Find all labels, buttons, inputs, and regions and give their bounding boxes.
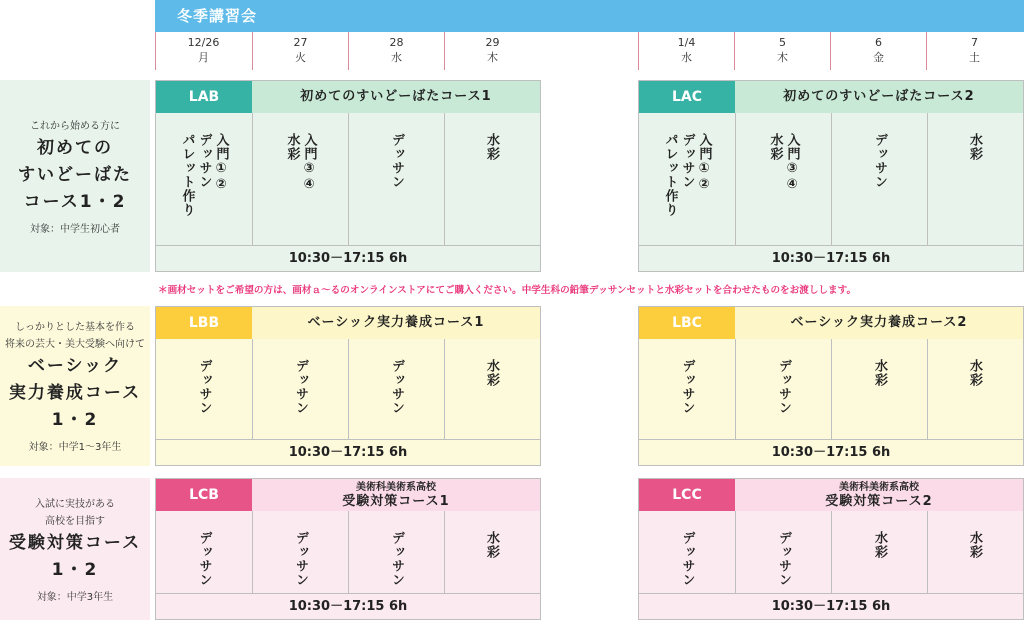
session-content: デッサン [872,133,887,189]
session-content: デッサン [776,531,791,587]
course-block [155,80,541,272]
course-target: 対象：中学3年生 [36,591,114,603]
weekday-label: 木 [777,51,788,64]
date-label: 27 [293,36,308,49]
date-label: 6 [875,36,882,49]
weekday-label: 水 [681,51,692,64]
course-subtitle: 高校を目指す [45,515,105,527]
time-label: 10:30－17:15 6h [156,245,540,271]
course-description [0,80,150,272]
session-content: デッサン [389,359,404,415]
course-block [155,306,541,466]
course-description [0,478,150,620]
session-content: デッサン [679,531,695,587]
session-content: デッサン [196,359,212,415]
session-content: デッサン [776,359,791,415]
course-block [638,478,1024,620]
session-cell [348,339,444,439]
course-code-badge: LCC [639,479,735,511]
weekday-label: 月 [198,51,209,64]
course-code-badge: LAB [156,81,252,113]
note-text: ＊画材セットをご希望の方は、画材ａ～るのオンラインストアにてご購入ください。中学生科の鉛筆デッサンセットと水彩セットを合わせたものをお渡しします。 [158,285,857,296]
course-title: 1・2 [51,559,99,580]
course-description [0,306,150,466]
session-cell [639,511,735,593]
session-cell [639,113,735,245]
time-label: 10:30－17:15 6h [156,439,540,465]
session-cell [831,339,927,439]
weekday-label: 水 [391,51,402,64]
banner: 冬季講習会 [155,0,1024,32]
session-content: 入門③④ 水彩 [284,133,317,193]
date-label: 12/26 [187,36,220,49]
session-content: 入門①② デッサン パレット作り [662,133,712,217]
date-label: 5 [779,36,786,49]
course-code-badge: LAC [639,81,735,113]
date-column [734,32,830,70]
session-cell [927,339,1021,439]
session-cell [252,339,348,439]
course-code-badge: LCB [156,479,252,511]
time-label: 10:30－17:15 6h [639,245,1023,271]
session-cell [444,113,538,245]
course-block [638,80,1024,272]
session-content: 水彩 [484,133,499,161]
session-cell [831,113,927,245]
date-column [155,32,251,70]
date-label: 7 [971,36,978,49]
session-cell [348,511,444,593]
course-code-badge: LBB [156,307,252,339]
course-subtitle: しっかりとした基本を作る [15,322,135,333]
date-column [252,32,348,70]
session-cell [927,113,1021,245]
session-content: デッサン [389,133,404,189]
session-cell [639,339,735,439]
session-content: 入門③④ 水彩 [767,133,800,193]
course-code-badge: LBC [639,307,735,339]
session-content: 水彩 [484,531,499,559]
session-content: デッサン [196,531,212,587]
course-name-text: 受験対策コース1 [342,494,450,509]
date-column [926,32,1022,70]
session-cell [156,113,252,245]
session-content: デッサン [389,531,404,587]
date-label: 28 [389,36,404,49]
course-name-text: ベーシック実力養成コース1 [307,315,485,330]
course-name [735,479,1023,511]
session-content: 水彩 [967,359,982,387]
course-name-text: 初めてのすいどーばたコース1 [300,89,492,104]
course-block [155,478,541,620]
session-cell [156,339,252,439]
course-title: ベーシック [27,356,123,376]
date-label: 1/4 [677,36,696,49]
course-subtitle: 入試に実技がある [35,498,115,510]
session-cell [444,511,538,593]
course-name [735,81,1023,113]
course-name [252,479,540,511]
weekday-label: 火 [295,51,306,64]
session-content: デッサン [293,359,308,415]
course-title: すいどーばた [18,164,132,185]
session-content: 入門①② デッサン パレット作り [179,133,229,217]
course-block [638,306,1024,466]
session-cell [252,511,348,593]
session-cell [735,339,831,439]
session-content: デッサン [293,531,308,587]
session-content: デッサン [679,359,695,415]
course-name [252,307,540,339]
course-title: 実力養成コース [8,383,142,403]
date-column [830,32,926,70]
time-label: 10:30－17:15 6h [639,439,1023,465]
course-name-note: 美術科美術系高校 [839,482,919,493]
course-name-note: 美術科美術系高校 [356,482,436,493]
course-name-text: ベーシック実力養成コース2 [790,315,968,330]
course-name [735,307,1023,339]
session-cell [348,113,444,245]
date-label: 29 [485,36,500,49]
course-name [252,81,540,113]
session-cell [831,511,927,593]
session-content: 水彩 [872,531,887,559]
session-cell [156,511,252,593]
session-content: 水彩 [872,359,887,387]
course-title: 初めての [37,137,113,158]
session-cell [444,339,538,439]
date-column [638,32,734,70]
weekday-label: 金 [873,51,884,64]
course-subtitle: これから始める方に [30,120,120,132]
date-column [444,32,540,70]
session-cell [252,113,348,245]
weekday-label: 木 [487,51,498,64]
course-name-text: 受験対策コース2 [825,494,933,509]
course-target: 対象：中学生初心者 [30,223,120,235]
session-content: 水彩 [967,531,982,559]
course-target: 対象：中学1～3年生 [28,442,122,453]
time-label: 10:30－17:15 6h [156,593,540,619]
course-title: コース1・2 [23,191,127,212]
session-cell [735,113,831,245]
time-label: 10:30－17:15 6h [639,593,1023,619]
session-cell [927,511,1021,593]
course-subtitle: 将来の芸大・美大受験へ向けて [5,339,145,350]
date-column [348,32,444,70]
course-name-text: 初めてのすいどーばたコース2 [783,89,975,104]
session-cell [735,511,831,593]
course-title: 1・2 [51,410,99,430]
course-title: 受験対策コース [8,532,142,553]
session-content: 水彩 [484,359,499,387]
weekday-label: 土 [969,51,980,64]
session-content: 水彩 [967,133,982,161]
